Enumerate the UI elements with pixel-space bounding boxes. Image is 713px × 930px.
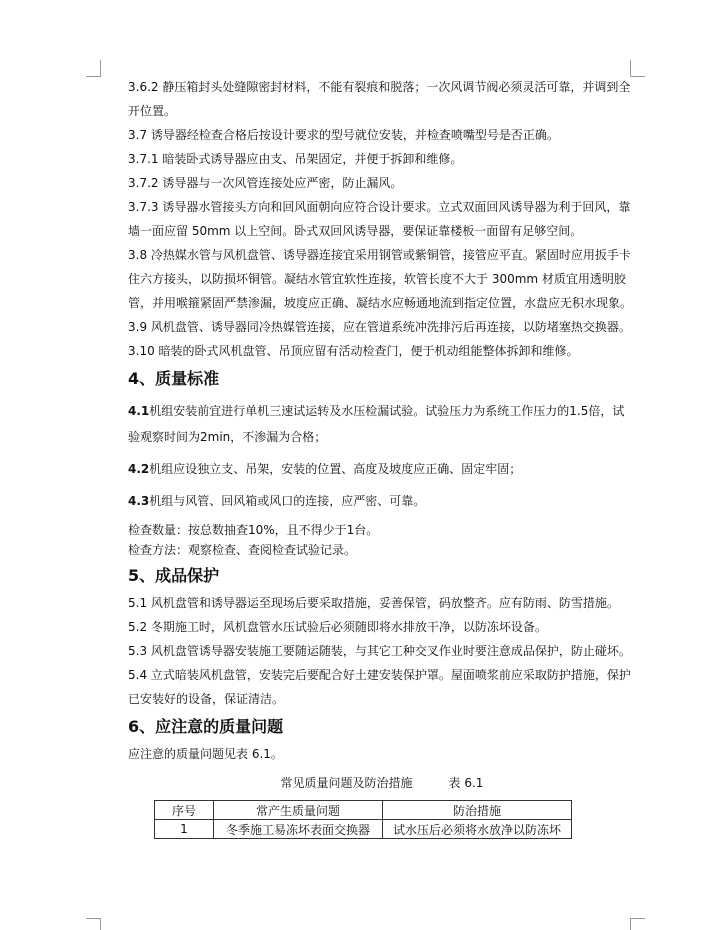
- para-4-3-text: 机组与风管、回风箱或风口的连接，应严密、可靠。: [149, 494, 426, 508]
- para-4-3: [128, 488, 636, 514]
- para-4-2-text: 机组应设独立支、吊架，安装的位置、高度及坡度应正确、固定牢固；: [149, 462, 522, 476]
- quality-issues-table: [154, 800, 572, 839]
- para-4-1-number: 4.1: [128, 404, 150, 418]
- para-3-9: 3.9 风机盘管、诱导器同冷热媒管连接，应在管道系统冲洗排污后再连接，以防堵塞热交换器。: [128, 320, 631, 334]
- cell-index: 1: [155, 820, 214, 839]
- cell-problem: 冬季施工易冻坏表面交换器: [214, 820, 383, 839]
- table-row: [155, 820, 572, 839]
- crop-mark-bottom-left: [86, 918, 101, 930]
- table-caption: 常见质量问题及防治措施 表 6.1: [280, 776, 484, 790]
- table-header-row: [155, 801, 572, 820]
- para-4-3-number: 4.3: [128, 494, 150, 508]
- crop-mark-top-left: [86, 60, 101, 77]
- para-3-7-3: 3.7.3 诱导器水管接头方向和回风面朝向应符合设计要求。立式双面回风诱导器为利于回风，靠墙一面应留 50mm 以上空间。卧式双回风诱导器，要保证靠楼板一面留有足够空间。: [128, 200, 631, 238]
- para-3-7: 3.7 诱导器经检查合格后按设计要求的型号就位安装，并检查喷嘴型号是否正确。: [128, 128, 559, 142]
- para-3-6-2: 3.6.2 静压箱封头处缝隙密封材料，不能有裂痕和脱落；一次风调节阀必须灵活可靠，并调到全开位置。: [128, 80, 631, 118]
- check-quantity: 检查数量：按总数抽查10%，且不得少于1台。: [128, 523, 379, 537]
- para-3-7-1: 3.7.1 暗装卧式诱导器应由支、吊架固定，并便于拆卸和维修。: [128, 152, 463, 166]
- header-measures: 防治措施: [383, 801, 572, 820]
- header-index: 序号: [155, 801, 214, 820]
- para-5-3: 5.3 风机盘管诱导器安装施工要随运随装，与其它工种交叉作业时要注意成品保护，防止碰坏。: [128, 644, 631, 658]
- para-5-1: 5.1 风机盘管和诱导器运至现场后要采取措施，妥善保管，码放整齐。应有防雨、防雪措施。: [128, 596, 619, 610]
- para-4-1-text: 机组安装前宜进行单机三速试运转及水压检漏试验。试验压力为系统工作压力的1.5倍，试验观察时间为2min，不渗漏为合格；: [128, 404, 625, 444]
- header-problem: 常产生质量问题: [214, 801, 383, 820]
- para-3-10: 3.10 暗装的卧式风机盘管、吊顶应留有活动检查门，便于机动组能整体拆卸和维修。: [128, 344, 579, 358]
- para-4-2-number: 4.2: [128, 462, 150, 476]
- heading-quality-standard: 4、质量标准: [128, 369, 220, 388]
- para-3-7-2: 3.7.2 诱导器与一次风管连接处应严密，防止漏风。: [128, 176, 403, 190]
- para-3-8: 3.8 冷热媒水管与风机盘管、诱导器连接宜采用钢管或紫铜管，接管应平直。紧固时应用扳手卡住六方接头，以防损坏铜管。凝结水管宜软性连接，软管长度不大于 300mm 材质宜用透明胶管，并用喉箍紧固严禁渗漏，坡度应正确、凝结水应畅通地流到指定位置，水盘应无积水现象。: [128, 248, 633, 310]
- para-6-intro: 应注意的质量问题见表 6.1。: [128, 747, 283, 761]
- heading-product-protection: 5、成品保护: [128, 566, 220, 585]
- para-5-4: 5.4 立式暗装风机盘管，安装完后要配合好土建安装保护罩。屋面喷浆前应采取防护措施，保护已安装好的设备，保证清洁。: [128, 668, 631, 706]
- para-4-1: [128, 398, 636, 450]
- heading-quality-issues: 6、应注意的质量问题: [128, 717, 284, 736]
- para-4-2: [128, 456, 636, 482]
- cell-measures: 试水压后必须将水放净以防冻坏: [383, 820, 572, 839]
- document-body: [128, 75, 636, 839]
- check-method: 检查方法：观察检查、查阅检查试验记录。: [128, 543, 357, 557]
- crop-mark-bottom-right: [630, 918, 645, 930]
- para-5-2: 5.2 冬期施工时，风机盘管水压试验后必须随即将水排放干净，以防冻坏设备。: [128, 620, 547, 634]
